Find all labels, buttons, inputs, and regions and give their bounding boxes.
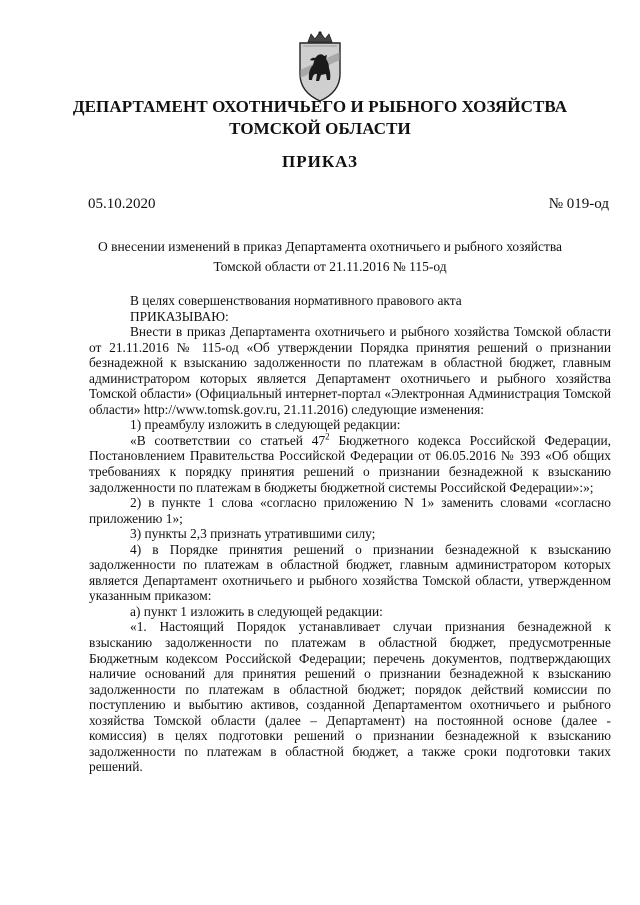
quote-preamble-rest: Бюджетного кодекса Российской Федерации, Постановлением Правительства Российской Федерации от 06.05.2016 № 393 «Об общих требованиях к порядку принятия решений о признании безнадежной к взысканию задолженности по платежам в бюджеты бюджетной системы Российской Федерации»:»; <box>89 432 611 495</box>
document-number: № 019-од <box>548 196 609 212</box>
quote-point-1: «1. Настоящий Порядок устанавливает случаи признания безнадежной к взысканию задолженности по платежам в областной бюджет, предусмотренные Бюджетным кодексом Российской Федерации; перечень документов, подтверждающих наличие оснований для принятия решений о признании безнадежной к взысканию задолженности по платежам в областной бюджет; порядок действий комиссии по поступлению и выбытию активов, созданной Департаментом охотничьего и рыбного хозяйства Томской области (далее – Департамент) на постоянной основе (далее - комиссия) в целях подготовки решений о признании безнадежной к взысканию задолженности по платежам в областной бюджет, а также сроки подготовки таких решений. <box>89 619 611 775</box>
document-body <box>89 293 611 775</box>
subject-line-1: О внесении изменений в приказ Департамента охотничьего и рыбного хозяйства <box>97 239 563 254</box>
org-line-1: ДЕПАРТАМЕНТ ОХОТНИЧЬЕГО И РЫБНОГО ХОЗЯЙСТВА <box>72 97 568 116</box>
list-item-1: 1) преамбулу изложить в следующей редакции: <box>130 417 401 433</box>
list-item-4: 4) в Порядке принятия решений о признании безнадежной к взысканию задолженности по платежам в областной бюджет, главным администратором которых является Департамент охотничьего и рыбного хозяйства Томской области, утвержденном указанным приказом: <box>89 541 611 604</box>
organization-name <box>60 96 580 140</box>
quote-preamble-start: «В соответствии со статьей 47 <box>130 432 326 448</box>
document-subject <box>80 237 580 277</box>
document-date: 05.10.2020 <box>88 196 156 212</box>
subject-line-2: Томской области от 21.11.2016 № 115-од <box>213 259 447 274</box>
list-item-3: 3) пункты 2,3 признать утратившими силу; <box>130 526 376 542</box>
quote-preamble <box>89 433 611 495</box>
list-item-4a: а) пункт 1 изложить в следующей редакции: <box>130 603 383 619</box>
org-line-2: ТОМСКОЙ ОБЛАСТИ <box>229 119 411 138</box>
list-item-2: 2) в пункте 1 слова «согласно приложению N 1» заменить словами «согласно приложению 1»; <box>89 495 611 526</box>
paragraph-main: Внести в приказ Департамента охотничьего и рыбного хозяйства Томской области от 21.11.2016 № 115-од «Об утверждении Порядка принятия решений о признании безнадежной к взысканию задолженности по платежам в областной бюджет, главным администратором которых является Департамент охотничьего и рыбного хозяйства Томской области» (Официальный интернет-портал «Электронная Администрация Томской области» http://www.tomsk.gov.ru, 21.11.2016) следующие изменения: <box>89 324 611 417</box>
order-word: ПРИКАЗЫВАЮ: <box>130 308 229 324</box>
document-type: ПРИКАЗ <box>282 152 358 171</box>
article-superscript: 2 <box>325 431 330 442</box>
coat-of-arms-icon <box>291 30 349 104</box>
intro-paragraph: В целях совершенствования нормативного правового акта <box>130 293 462 308</box>
